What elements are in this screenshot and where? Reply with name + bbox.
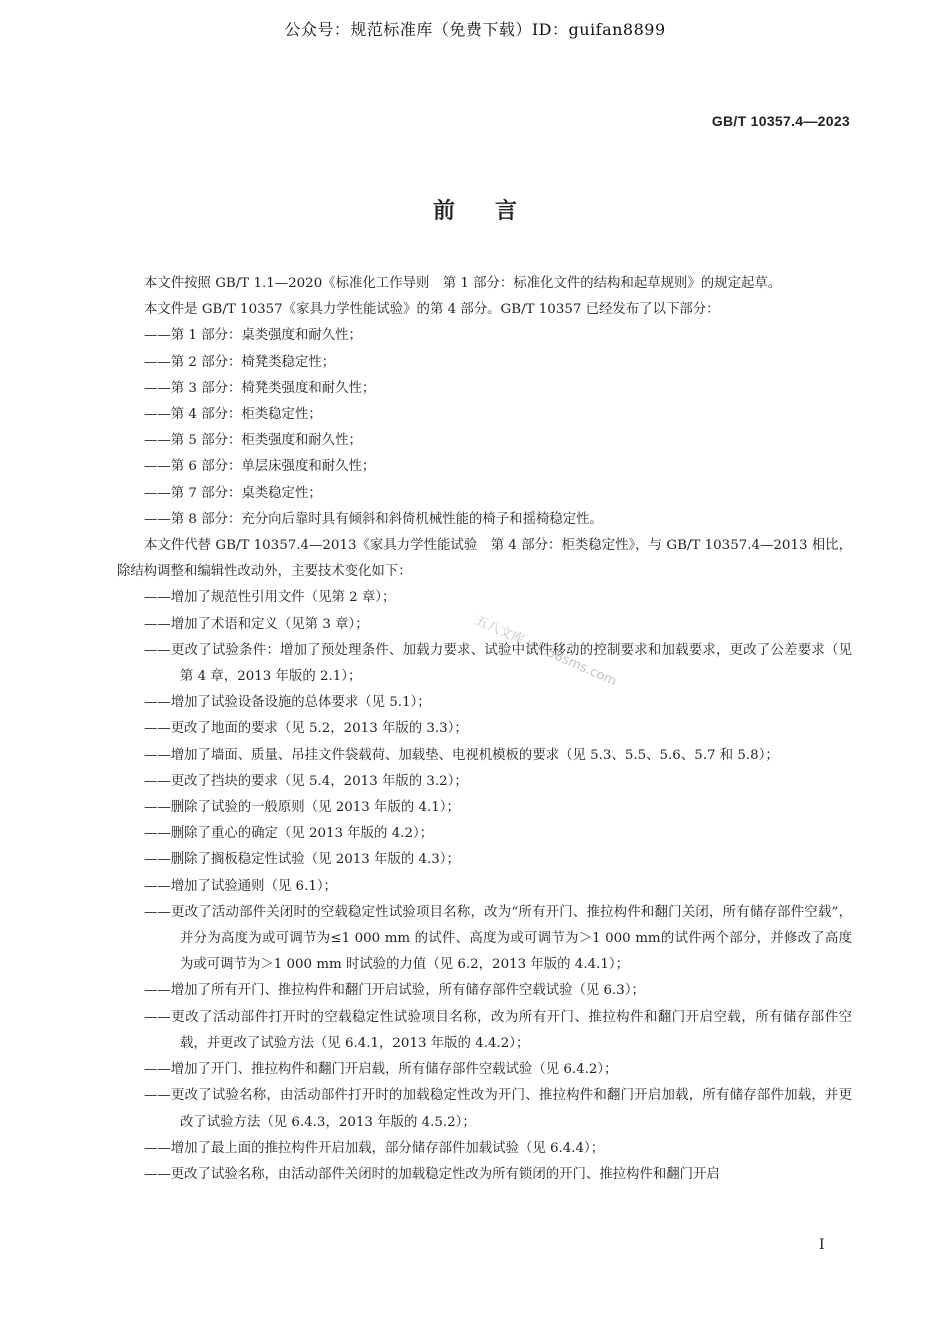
list-item: ——增加了开门、推拉构件和翻门开启载，所有储存部件空载试验（见 6.4.2）； [144, 1062, 618, 1078]
paragraph: 本文件按照 GB/T 1.1—2020《标准化工作导则 第 1 部分：标准化文件的结构和起草规则》的规定起草。 [144, 276, 782, 291]
list-item: ——增加了术语和定义（见第 3 章）； [144, 616, 369, 632]
document-body [117, 271, 852, 1188]
list-item: ——第 4 部分：柜类稳定性； [144, 407, 322, 423]
page-number: I [819, 1237, 825, 1253]
list-item: ——第 3 部分：椅凳类强度和耐久性； [144, 380, 376, 396]
site-watermark: 五八文库 wk.58sms.com [472, 613, 619, 690]
list-item: ——更改了试验条件：增加了预处理条件、加载力要求、试验中试件移动的控制要求和加载要求，更改了公差要求（见第 4 章，2013 年版的 2.1）； [144, 642, 852, 685]
list-item: ——更改了地面的要求（见 5.2，2013 年版的 3.3）； [144, 721, 468, 737]
list-item: ——增加了最上面的推拉构件开启加载，部分储存部件加载试验（见 6.4.4）； [144, 1140, 605, 1156]
list-item: ——更改了试验名称，由活动部件打开时的加载稳定性改为开门、推拉构件和翻门开启加载，所有储存部件加载，并更改了试验方法（见 6.4.3，2013 年版的 4.5.2）； [144, 1088, 852, 1130]
list-item: ——第 8 部分：充分向后靠时具有倾斜和斜倚机械性能的椅子和摇椅稳定性。 [144, 511, 603, 527]
header-watermark: 公众号：规范标准库（免费下载）ID：guifan8899 [284, 20, 666, 39]
list-item: ——第 1 部分：桌类强度和耐久性； [144, 328, 362, 344]
list-item: ——增加了试验设备设施的总体要求（见 5.1）； [144, 695, 431, 711]
list-item: ——第 5 部分：柜类强度和耐久性； [144, 433, 362, 449]
list-item: ——第 7 部分：桌类稳定性； [144, 485, 322, 501]
list-item: ——更改了活动部件关闭时的空载稳定性试验项目名称，改为“所有开门、推拉构件和翻门关闭，所有储存部件空载”，并分为高度为或可调节为≤1 000 mm 的试件、高度为或可调节为＞1 000 mm的试件两个部分，并修改了高度为或可调节为＞1 000 mm 时试验的力值（见 6.2，2013 年版的 4.4.1）； [144, 904, 852, 973]
paragraph: 本文件代替 GB/T 10357.4—2013《家具力学性能试验 第 4 部分：柜类稳定性》，与 GB/T 10357.4—2013 相比，除结构调整和编辑性改动外，主要技术变化如下： [117, 538, 852, 580]
paragraph: 本文件是 GB/T 10357《家具力学性能试验》的第 4 部分。GB/T 10357 已经发布了以下部分： [144, 302, 720, 318]
list-item: ——更改了挡块的要求（见 5.4，2013 年版的 3.2）； [144, 773, 468, 789]
list-item: ——更改了试验名称，由活动部件关闭时的加载稳定性改为所有锁闭的开门、推拉构件和翻门开启 [144, 1166, 720, 1182]
list-item: ——第 6 部分：单层床强度和耐久性； [144, 459, 376, 475]
standard-number: GB/T 10357.4—2023 [711, 113, 850, 129]
list-item: ——增加了所有开门、推拉构件和翻门开启试验，所有储存部件空载试验（见 6.3）； [144, 983, 645, 999]
list-item: ——增加了墙面、质量、吊挂文件袋载荷、加载垫、电视机模板的要求（见 5.3、5.5、5.6、5.7 和 5.8）； [144, 747, 779, 763]
list-item: ——删除了试验的一般原则（见 2013 年版的 4.1）； [144, 800, 460, 816]
list-item: ——删除了搁板稳定性试验（见 2013 年版的 4.3）； [144, 852, 460, 868]
list-item: ——更改了活动部件打开时的空载稳定性试验项目名称，改为所有开门、推拉构件和翻门开启空载，所有储存部件空载，并更改了试验方法（见 6.4.1，2013 年版的 4.4.2）； [144, 1009, 852, 1051]
list-item: ——删除了重心的确定（见 2013 年版的 4.2）； [144, 826, 434, 842]
list-item: ——第 2 部分：椅凳类稳定性； [144, 354, 336, 370]
list-item: ——增加了试验通则（见 6.1）； [144, 878, 337, 894]
page-title: 前言 [432, 198, 557, 224]
list-item: ——增加了规范性引用文件（见第 2 章）； [144, 590, 396, 606]
